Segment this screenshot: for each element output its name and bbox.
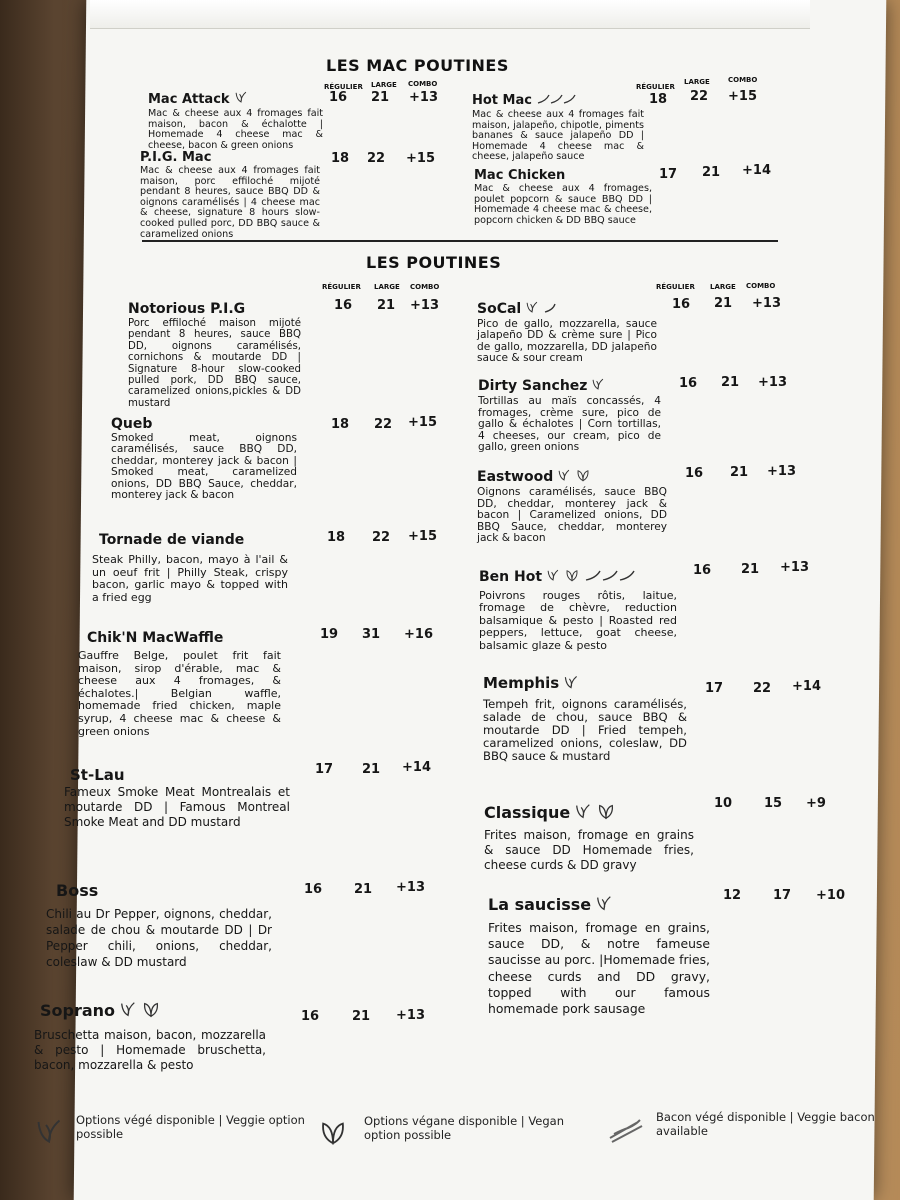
price-regular: 16: [679, 376, 698, 391]
item-name: Boss: [56, 881, 99, 900]
menu-item-la-saucisse: [488, 888, 845, 1017]
menu-item-st-lau: [64, 760, 431, 830]
price-combo: +14: [402, 760, 431, 775]
vegan-leaf-icon: [596, 802, 616, 824]
item-name: Memphis: [483, 674, 560, 692]
item-name: Hot Mac: [472, 93, 532, 108]
price-large: 21: [702, 165, 721, 180]
item-description: Gauffre Belge, poulet frit fait maison, sirop d'érable, mac & cheese aux 4 fromages, & échalotes.| Belgian waffle, homemade fried chicken, maple syrup, 4 cheese mac & cheese & green onions: [78, 649, 281, 738]
legend-veggie: Options végé disponible | Veggie option possible: [76, 1113, 305, 1141]
price-regular: 18: [327, 530, 346, 545]
price-regular: 17: [315, 762, 334, 777]
vegan-leaf-icon: [564, 567, 580, 586]
col-combo: COMBO: [746, 282, 776, 290]
col-regular: RÉGULIER: [324, 83, 363, 91]
price-combo: +13: [396, 880, 425, 895]
item-description: Porc effiloché maison mijoté pendant 8 heures, sauce BBQ DD, oignons caramélisés, cornichons & moutarde DD | Signature 8-hour slow-cooked pulled pork, DD BBQ sauce, caramelized onions,pickles & DD mustard: [128, 318, 301, 409]
leaf-icon: [234, 89, 248, 108]
price-combo: +13: [752, 296, 781, 311]
price-combo: +15: [406, 151, 435, 166]
price-combo: +13: [767, 464, 796, 479]
col-combo: COMBO: [728, 76, 758, 84]
vegan-leaf-icon: [141, 1000, 161, 1022]
price-regular: 16: [672, 297, 691, 312]
item-description: Tortillas au maïs concassés, 4 fromages, crème sure, pico de gallo & échalotes | Corn tortillas, 4 cheeses, our cream, pico de gallo, green onions: [478, 395, 661, 454]
item-name: Eastwood: [477, 469, 554, 485]
price-combo: +10: [816, 888, 845, 903]
legend-bacon: Bacon végé disponible | Veggie bacon available: [656, 1110, 875, 1138]
item-description: Oignons caramélisés, sauce BBQ DD, cheddar, monterey jack & bacon | Caramelized onions, DD BBQ Sauce, cheddar, monterey jack & bacon: [477, 486, 667, 545]
price-regular: 16: [301, 1009, 320, 1024]
price-combo: +13: [396, 1008, 425, 1023]
col-combo: COMBO: [410, 283, 440, 291]
price-large: 21: [352, 1009, 371, 1024]
item-name: Dirty Sanchez: [478, 378, 588, 394]
price-large: 21: [362, 762, 381, 777]
item-name: Chik'N MacWaffle: [87, 630, 224, 646]
price-regular: 18: [331, 151, 350, 166]
price-combo: +14: [792, 679, 821, 694]
item-description: Mac & cheese aux 4 fromages fait maison, bacon & échalotte | Homemade 4 cheese mac & cheese, bacon & green onions: [148, 108, 323, 151]
leaf-icon: [574, 802, 592, 824]
section-title-poutines: LES POUTINES: [366, 253, 502, 272]
item-name: St-Lau: [70, 766, 125, 784]
menu-item-ben-hot: [479, 560, 809, 652]
menu-item-socal: [477, 296, 781, 365]
price-regular: 18: [649, 92, 668, 107]
item-name: La saucisse: [488, 894, 592, 914]
price-combo: +13: [758, 375, 787, 390]
price-large: 21: [730, 465, 749, 480]
menu-item-mac-attack: [148, 88, 438, 151]
item-description: Mac & cheese aux 4 fromages, poulet popcorn & sauce BBQ DD | Homemade 4 cheese mac & cheese, popcorn chicken & DD BBQ sauce: [474, 183, 652, 226]
price-combo: +13: [409, 90, 438, 105]
price-large: 22: [374, 417, 393, 432]
menu-item-classique: [484, 796, 826, 873]
col-large: LARGE: [371, 81, 397, 89]
item-name: Soprano: [40, 1000, 116, 1020]
price-combo: +9: [806, 796, 826, 811]
item-description: Steak Philly, bacon, mayo à l'ail & un oeuf frit | Philly Steak, crispy bacon, garlic mayo & topped with a fried egg: [92, 553, 288, 604]
item-description: Frites maison, fromage en grains & sauce DD Homemade fries, cheese curds & DD gravy: [484, 828, 694, 872]
item-description: Poivrons rouges rôtis, laitue, fromage de chèvre, reduction balsamique & pesto | Roasted red peppers, lettuce, goat cheese, balsamic glaze & pesto: [479, 589, 677, 652]
price-combo: +13: [410, 298, 439, 313]
price-large: 17: [773, 888, 792, 903]
leaf-icon: [525, 299, 539, 318]
col-large: LARGE: [374, 283, 400, 291]
menu-item-soprano: [34, 1000, 425, 1073]
price-combo: +15: [408, 529, 437, 544]
item-description: Bruschetta maison, bacon, mozzarella & pesto | Homemade bruschetta, bacon, mozzarella & pesto: [34, 1028, 266, 1072]
leaf-icon: [563, 674, 579, 694]
item-name: Mac Chicken: [474, 168, 566, 183]
price-regular: 16: [334, 298, 353, 313]
leaf-icon: [595, 894, 613, 916]
price-large: 15: [764, 796, 783, 811]
menu-item-eastwood: [477, 464, 796, 545]
item-name: Tornade de viande: [99, 532, 245, 548]
price-combo: +15: [408, 415, 437, 430]
col-large: LARGE: [710, 283, 736, 291]
price-large: 21: [741, 562, 760, 577]
item-name: Notorious P.I.G: [128, 301, 246, 317]
menu-item-queb: [111, 413, 437, 502]
legend-vegan: Options végane disponible | Vegan option possible: [364, 1114, 565, 1142]
price-combo: +16: [404, 627, 433, 642]
menu-item-tornade: [92, 529, 437, 604]
pepper-icon: [536, 90, 580, 109]
menu-item-memphis: [483, 673, 821, 764]
col-combo: COMBO: [408, 80, 438, 88]
price-large: 22: [372, 530, 391, 545]
item-description: Fameux Smoke Meat Montrealais et moutarde DD | Famous Montreal Smoke Meat and DD mustard: [64, 785, 290, 829]
item-name: Ben Hot: [479, 569, 543, 585]
price-large: 21: [714, 296, 733, 311]
menu-item-boss: [46, 880, 425, 970]
menu-item-dirty-sanchez: [478, 375, 787, 454]
price-combo: +15: [728, 89, 757, 104]
price-large: 21: [377, 298, 396, 313]
item-description: Mac & cheese aux 4 fromages fait maison, porc effiloché mijoté pendant 8 heures, sauce BBQ DD & oignons caramélisés | 4 cheese mac & cheese, signature 8 hours slow-cooked pulled porc, DD BBQ sauce & caramelized onions: [140, 165, 320, 240]
section-title-mac: LES MAC POUTINES: [326, 56, 509, 75]
item-name: Mac Attack: [148, 92, 230, 107]
price-regular: 16: [685, 466, 704, 481]
menu-item-hot-mac: [472, 89, 757, 163]
item-description: Smoked meat, oignons caramélisés, sauce BBQ DD, cheddar, monterey jack & bacon | Smoked meat, caramelized onions, DD BBQ Sauce, cheddar, monterey jack & bacon: [111, 432, 297, 502]
leaf-icon: [546, 567, 560, 586]
item-description: Pico de gallo, mozzarella, sauce jalapeño DD & crème sure | Pico de gallo, mozzarella, DD jalapeño sauce & sour cream: [477, 318, 657, 365]
bacon-icon: [608, 1116, 644, 1148]
legend-veggie-icon: [34, 1116, 64, 1150]
item-description: Frites maison, fromage en grains, sauce DD, & notre fameuse saucisse au porc. |Homemade fries, cheese curds and DD gravy, topped with our famous homemade pork sausage: [488, 920, 710, 1017]
col-large: LARGE: [684, 78, 710, 86]
legend-vegan-icon: [318, 1118, 348, 1150]
col-regular: RÉGULIER: [636, 83, 675, 91]
price-regular: 18: [331, 417, 350, 432]
item-name: SoCal: [477, 301, 522, 317]
leaf-icon: [119, 1000, 137, 1022]
price-regular: 10: [714, 796, 733, 811]
item-description: Tempeh frit, oignons caramélisés, salade de chou, sauce BBQ & moutarde DD | Fried tempeh, caramelized onions, coleslaw, DD BBQ sauce & mustard: [483, 696, 687, 764]
pepper-icon: [543, 299, 557, 318]
price-large: 21: [371, 90, 390, 105]
price-regular: 17: [705, 681, 724, 696]
price-combo: +13: [780, 560, 809, 575]
menu-item-mac-chicken: [474, 163, 771, 226]
col-regular: RÉGULIER: [322, 283, 361, 291]
item-description: Mac & cheese aux 4 fromages fait maison, jalapeño, chipotle, piments bananes & sauce jalapeño DD | Homemade 4 cheese mac & cheese, jalapeño sauce: [472, 109, 644, 163]
price-regular: 17: [659, 167, 678, 182]
price-regular: 12: [723, 888, 742, 903]
item-description: Chili au Dr Pepper, oignons, cheddar, salade de chou & moutarde DD | Dr Pepper chili, onions, cheddar, coleslaw & DD mustard: [46, 907, 272, 969]
price-regular: 19: [320, 627, 339, 642]
price-regular: 16: [329, 90, 348, 105]
section-divider: [142, 240, 778, 242]
item-name: P.I.G. Mac: [140, 150, 212, 165]
price-large: 21: [354, 882, 373, 897]
price-large: 22: [690, 89, 709, 104]
menu-item-pig-mac: [140, 146, 435, 240]
col-regular: RÉGULIER: [656, 283, 695, 291]
price-large: 31: [362, 627, 381, 642]
item-name: Queb: [111, 416, 153, 432]
price-combo: +14: [742, 163, 771, 178]
leaf-icon: [591, 376, 605, 395]
price-large: 22: [753, 681, 772, 696]
price-large: 21: [721, 375, 740, 390]
leaf-icon: [557, 467, 571, 486]
price-large: 22: [367, 151, 386, 166]
menu-item-notorious-pig: [128, 298, 439, 409]
pepper-icon: [584, 567, 638, 586]
item-name: Classique: [484, 802, 571, 822]
page-curl: [90, 0, 810, 29]
price-regular: 16: [304, 882, 323, 897]
price-regular: 16: [693, 563, 712, 578]
menu-item-chikn-macwaffle: [78, 627, 433, 738]
vegan-leaf-icon: [575, 467, 591, 486]
